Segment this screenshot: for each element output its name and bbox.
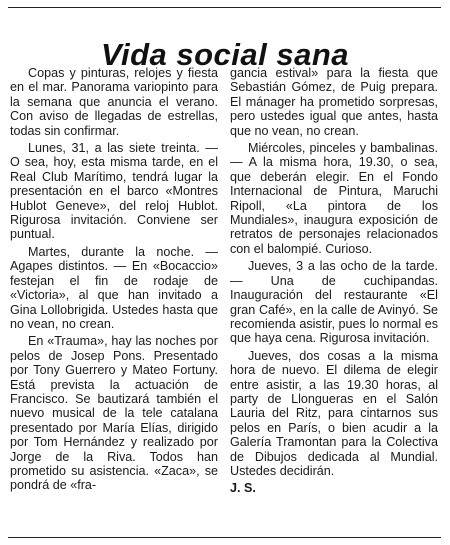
paragraph-thursday: Jueves, 3 a las ocho de la tarde. — Una de cuchipandas. Inauguración del restaurante «El gran Café», en la calle de Avinyó. Se recomienda asistir, pues lo normal es que haya cena. Rigurosa invitación. (230, 259, 438, 346)
paragraph-thursday-dilemma: Jueves, dos cosas a la misma hora de nuevo. El dilema de elegir entre asistir, a las 19.30 horas, al party de Llongueras en el Salón Lauria del Ritz, para cintarnos sus pelos en París, o bien acudir a la Galería Tramontan para la Colectiva de Dibujos dedicada al Mundial. Ustedes decidirán. (230, 348, 438, 478)
paragraph-wednesday: Miércoles, pinceles y bambalinas. — A la misma hora, 19.30, o sea, que deberán elegir. En el Fondo Internacional de Pintura, Maruchi Ripoll, «La pintora de los Mundiales», inaugura exposición de retratos de personajes relacionados con el balompié. Curioso. (230, 141, 438, 256)
author-signature: J. S. (230, 481, 256, 496)
paragraph-tuesday: Martes, durante la noche. — Agapes distintos. — En «Bocaccio» festejan el fin de rodaje de «Victoria», al que han invitado a Gina Lollobrigida. Ustedes hasta que no vean, no crean. (10, 244, 218, 331)
paragraph-trauma: En «Trauma», hay las noches por pelos de Josep Pons. Presentado por Tony Guerrero y Mateo Fortuny. Está prevista la actuación de Francisco. Se bautizará también el nuevo musical de la tele catalana presentado por María Elías, dirigido por Tom Hernández y realizado por Jorge de la Riva. Todos han prometido su asistencia. «Zaca», se pondrá de «fra- (10, 334, 218, 493)
top-rule (8, 7, 441, 8)
headline: Vida social sana (100, 36, 350, 72)
bottom-rule (8, 537, 441, 538)
right-column (230, 66, 438, 536)
paragraph-monday: Lunes, 31, a las siete treinta. — O sea, hoy, esta misma tarde, en el Real Club Marítimo, tendrá lugar la presentación en el barco «Montres Hublot Geneve», del reloj Hublot. Rigurosa invitación. Conviene ser puntual. (10, 141, 218, 242)
paragraph-intro: Copas y pinturas, relojes y fiesta en el mar. Panorama variopinto para la semana que anuncia el verano. Con aviso de llegadas de estrellas, todas sin confirmar. (10, 66, 218, 138)
paragraph-continuation: gancia estival» para la fiesta que Sebastián Gómez, de Puig prepara. El mánager ha prometido sorpresas, pero ustedes igual que antes, hasta que no vean, no crean. (230, 66, 438, 138)
left-column (10, 66, 218, 536)
